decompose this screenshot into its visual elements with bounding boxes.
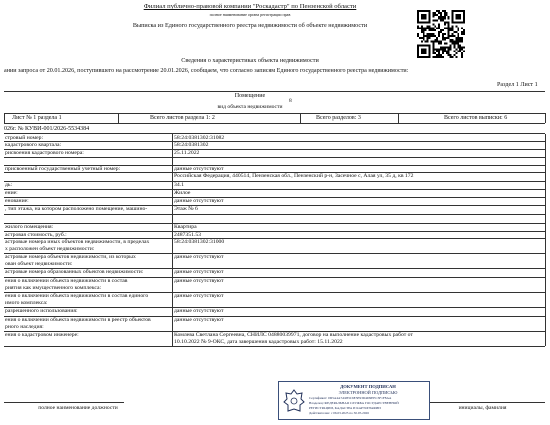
field-value: 58:24:0381302 bbox=[174, 142, 209, 148]
extract-number: 026г. № КУВИ-001/2026-5534384 bbox=[4, 126, 90, 132]
stamp-line-4: Владелец: ФЕДЕРАЛЬНАЯ СЛУЖБА ГОСУДАРСТВЕННОЙ bbox=[309, 401, 399, 405]
field-value: данные отсутствуют bbox=[174, 317, 224, 323]
field-value: 2487351.53 bbox=[174, 232, 202, 238]
field-value: данные отсутствуют bbox=[174, 278, 224, 284]
sheets-total: Всего листов выписки: 6 bbox=[444, 115, 508, 121]
sheet-number: Лист № 1 раздела 1 bbox=[12, 115, 62, 121]
sheet-counter: Раздел 1 Лист 1 bbox=[497, 82, 538, 88]
field-value: данные отсутствуют bbox=[174, 293, 224, 299]
intro-text: ании запроса от 20.01.2026, поступившего на рассмотрение 20.01.2026, сообщаем, что согласно записям Единого государственного реестра недвижимости: bbox=[4, 68, 409, 74]
object-kind: Помещение bbox=[234, 93, 266, 99]
field-value: данные отсутствуют bbox=[174, 198, 224, 204]
field-label: ения о включении объекта недвижимости в состав единого имого комплекса: bbox=[5, 293, 149, 306]
field-label: ение: bbox=[5, 190, 18, 196]
section-title: Сведения о характеристиках объекта недвижимости bbox=[181, 57, 319, 64]
field-value: данные отсутствуют bbox=[174, 308, 224, 314]
field-label: присвоенный государственный учетный номер: bbox=[5, 166, 121, 172]
stamp-line-5: РЕГИСТРАЦИИ, КАДАСТРА И КАРТОГРАФИИ bbox=[309, 406, 381, 410]
field-label: рисвоения кадастрового номера: bbox=[5, 150, 84, 156]
field-value: Этаж № 6 bbox=[174, 206, 198, 212]
object-mark: 8 bbox=[289, 98, 292, 104]
field-label: астровые номера образованных объектов недвижимости: bbox=[5, 269, 144, 275]
position-caption: полное наименование должности bbox=[38, 405, 118, 411]
field-label: жилого помещения: bbox=[5, 224, 54, 230]
field-label: стровый номер: bbox=[5, 135, 44, 141]
field-label: ения о включении объекта недвижимости в реестр объектов рного наследия: bbox=[5, 317, 151, 330]
field-value: Комлева Светлана Сергеевна, СНИЛС 04880039971, договор на выполнение кадастровых работ от 10.10.2022 № 9-ОКС, дата завершения кадастровых работ: 15.11.2022 bbox=[174, 332, 413, 345]
sections-count: Всего разделов: 3 bbox=[316, 115, 361, 121]
document-title: Выписка из Единого государственного реестра недвижимости об объекте недвижимости bbox=[132, 22, 368, 29]
field-label: дь: bbox=[5, 182, 13, 188]
field-label: , тип этажа, на котором расположено помещение, машино- bbox=[5, 206, 148, 212]
field-value: 58:24:0381302:31082 bbox=[174, 135, 225, 141]
field-value: 25.11.2022 bbox=[174, 150, 200, 156]
field-label: ения о кадастровом инженере: bbox=[5, 332, 79, 338]
field-label: ения о включении объекта недвижимости в состав риятия как имущественного комплекса: bbox=[5, 278, 128, 291]
field-value: 58:24:0381302:31000 bbox=[174, 239, 225, 245]
qr-code bbox=[417, 10, 465, 58]
object-kind-caption: вид объекта недвижимости bbox=[217, 104, 283, 110]
initials-caption: инициалы, фамилия bbox=[458, 405, 507, 411]
field-value: Жилое bbox=[174, 190, 191, 196]
field-value: данные отсутствуют bbox=[174, 166, 224, 172]
field-value: 34.1 bbox=[174, 182, 184, 188]
stamp-line-6: Действителен: с 06.03.2025 по 30.05.2026 bbox=[309, 411, 369, 415]
organization-name: Филиал публично-правовой компании "Роскадастр" по Пензенской области bbox=[143, 3, 357, 10]
field-label: астровая стоимость, руб.: bbox=[5, 232, 67, 238]
field-label: астровые номера иных объектов недвижимости, в пределах х расположен объект недвижимости: bbox=[5, 239, 150, 252]
field-value: данные отсутствуют bbox=[174, 269, 224, 275]
stamp-line-2: ЭЛЕКТРОННОЙ ПОДПИСЬЮ bbox=[338, 390, 398, 395]
field-label: енование: bbox=[5, 198, 29, 204]
emblem-icon bbox=[282, 388, 306, 414]
electronic-signature-stamp bbox=[278, 381, 430, 420]
organization-caption: полное наименование органа регистрации прав bbox=[209, 12, 291, 17]
field-value: данные отсутствуют bbox=[174, 254, 224, 260]
stamp-line-3: Сертификат: 0D5A4A7A983C6E5E93D4D9EEC3F1F8AA bbox=[309, 396, 392, 400]
sheets-in-section: Всего листов раздела 1: 2 bbox=[150, 115, 215, 121]
stamp-line-1: ДОКУМЕНТ ПОДПИСАН bbox=[340, 384, 396, 389]
field-label: разрешенного использования: bbox=[5, 308, 78, 314]
field-value: Квартира bbox=[174, 224, 197, 230]
field-value: Российская Федерация, 440514, Пензенская обл., Пензенский р-н, Засечное с, Алая ул, 35 д, кв 172 bbox=[174, 173, 414, 179]
field-label: кадастрового квартала: bbox=[5, 142, 62, 148]
field-label: астровые номера объектов недвижимости, из которых ован объект недвижимости: bbox=[5, 254, 136, 267]
